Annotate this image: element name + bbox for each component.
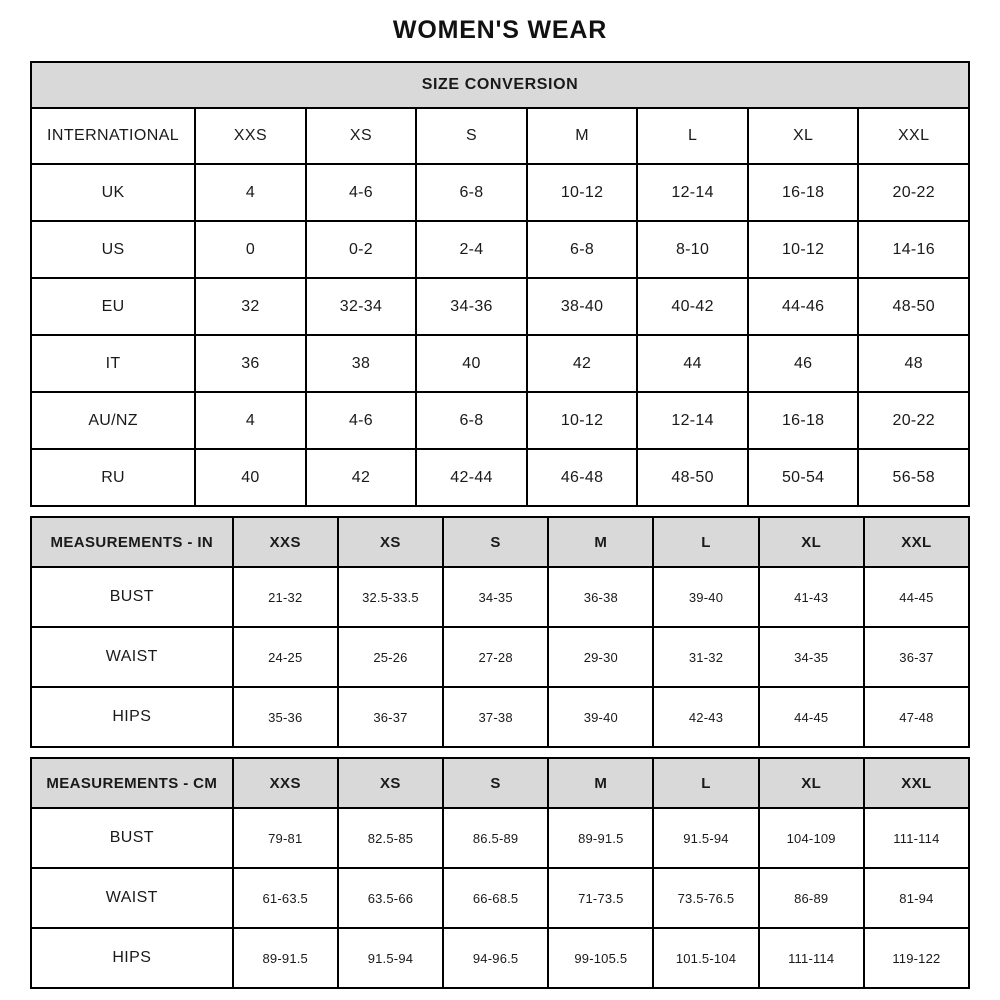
value-cell: 101.5-104 [653,928,758,988]
value-cell: 44-45 [759,687,864,747]
value-cell: 10-12 [748,221,859,278]
size-column-header: XS [338,758,443,808]
value-cell: 6-8 [527,221,638,278]
value-cell: 32-34 [306,278,417,335]
value-cell: 89-91.5 [233,928,338,988]
value-cell: 32 [195,278,306,335]
value-cell: 0 [195,221,306,278]
value-cell: 79-81 [233,808,338,868]
size-conversion-table [30,61,970,507]
size-column-header: M [527,108,638,164]
size-column-header: M [548,758,653,808]
size-column-header: S [416,108,527,164]
value-cell: 91.5-94 [338,928,443,988]
value-cell: 47-48 [864,687,969,747]
value-cell: 37-38 [443,687,548,747]
size-column-header: XXL [864,758,969,808]
value-cell: 24-25 [233,627,338,687]
value-cell: 99-105.5 [548,928,653,988]
value-cell: 10-12 [527,164,638,221]
size-column-header: XXS [233,517,338,567]
value-cell: 38-40 [527,278,638,335]
value-cell: 38 [306,335,417,392]
value-cell: 50-54 [748,449,859,506]
value-cell: 6-8 [416,392,527,449]
row-label: RU [31,449,195,506]
size-column-header: L [653,517,758,567]
size-column-header: S [443,517,548,567]
value-cell: 31-32 [653,627,758,687]
measurements-cm-table [30,757,970,989]
value-cell: 44-46 [748,278,859,335]
value-cell: 44-45 [864,567,969,627]
value-cell: 34-36 [416,278,527,335]
page-title: WOMEN'S WEAR [392,16,608,44]
size-column-header: M [548,517,653,567]
value-cell: 20-22 [858,392,969,449]
value-cell: 73.5-76.5 [653,868,758,928]
row-label: EU [31,278,195,335]
size-column-header: L [653,758,758,808]
size-column-header: XL [748,108,859,164]
value-cell: 27-28 [443,627,548,687]
value-cell: 32.5-33.5 [338,567,443,627]
value-cell: 94-96.5 [443,928,548,988]
value-cell: 119-122 [864,928,969,988]
size-column-header: L [637,108,748,164]
value-cell: 4 [195,164,306,221]
value-cell: 4 [195,392,306,449]
value-cell: 46-48 [527,449,638,506]
row-label-header: MEASUREMENTS - CM [31,758,233,808]
value-cell: 56-58 [858,449,969,506]
row-label: AU/NZ [31,392,195,449]
value-cell: 86.5-89 [443,808,548,868]
row-label: HIPS [31,928,233,988]
measurements-in-table [30,516,970,748]
row-label: HIPS [31,687,233,747]
value-cell: 12-14 [637,392,748,449]
value-cell: 16-18 [748,392,859,449]
value-cell: 42-43 [653,687,758,747]
value-cell: 66-68.5 [443,868,548,928]
value-cell: 8-10 [637,221,748,278]
value-cell: 91.5-94 [653,808,758,868]
value-cell: 21-32 [233,567,338,627]
value-cell: 40 [195,449,306,506]
value-cell: 111-114 [759,928,864,988]
row-label: WAIST [31,868,233,928]
value-cell: 81-94 [864,868,969,928]
value-cell: 4-6 [306,164,417,221]
value-cell: 16-18 [748,164,859,221]
value-cell: 39-40 [653,567,758,627]
size-column-header: S [443,758,548,808]
row-label: WAIST [31,627,233,687]
value-cell: 61-63.5 [233,868,338,928]
value-cell: 36-37 [864,627,969,687]
value-cell: 40 [416,335,527,392]
value-cell: 34-35 [759,627,864,687]
value-cell: 34-35 [443,567,548,627]
row-label: IT [31,335,195,392]
size-column-header: XXS [233,758,338,808]
size-column-header: XXL [864,517,969,567]
value-cell: 0-2 [306,221,417,278]
value-cell: 2-4 [416,221,527,278]
value-cell: 40-42 [637,278,748,335]
value-cell: 42-44 [416,449,527,506]
value-cell: 12-14 [637,164,748,221]
value-cell: 14-16 [858,221,969,278]
value-cell: 71-73.5 [548,868,653,928]
value-cell: 42 [527,335,638,392]
value-cell: 104-109 [759,808,864,868]
row-label-header: INTERNATIONAL [31,108,195,164]
row-label: US [31,221,195,278]
value-cell: 48-50 [858,278,969,335]
size-column-header: XL [759,517,864,567]
value-cell: 89-91.5 [548,808,653,868]
size-column-header: XS [338,517,443,567]
row-label-header: MEASUREMENTS - IN [31,517,233,567]
value-cell: 46 [748,335,859,392]
row-label: BUST [31,567,233,627]
value-cell: 41-43 [759,567,864,627]
row-label: BUST [31,808,233,868]
row-label: UK [31,164,195,221]
value-cell: 86-89 [759,868,864,928]
value-cell: 111-114 [864,808,969,868]
value-cell: 36-38 [548,567,653,627]
value-cell: 20-22 [858,164,969,221]
size-column-header: XS [306,108,417,164]
value-cell: 48-50 [637,449,748,506]
value-cell: 63.5-66 [338,868,443,928]
table-title: SIZE CONVERSION [31,62,969,108]
value-cell: 25-26 [338,627,443,687]
value-cell: 10-12 [527,392,638,449]
size-column-header: XXL [858,108,969,164]
value-cell: 4-6 [306,392,417,449]
value-cell: 36-37 [338,687,443,747]
value-cell: 36 [195,335,306,392]
size-column-header: XL [759,758,864,808]
size-column-header: XXS [195,108,306,164]
value-cell: 48 [858,335,969,392]
value-cell: 6-8 [416,164,527,221]
value-cell: 39-40 [548,687,653,747]
value-cell: 35-36 [233,687,338,747]
value-cell: 82.5-85 [338,808,443,868]
value-cell: 44 [637,335,748,392]
value-cell: 29-30 [548,627,653,687]
value-cell: 42 [306,449,417,506]
